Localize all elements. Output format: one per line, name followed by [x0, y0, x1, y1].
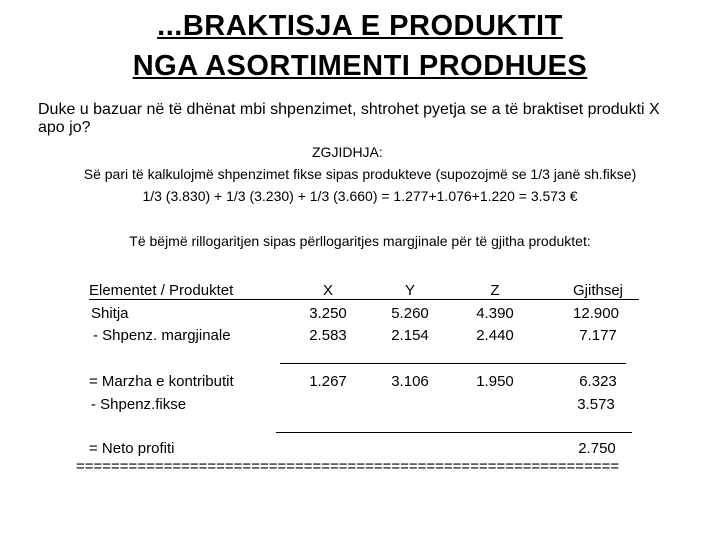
row-marginal-y: 2.154	[391, 327, 429, 344]
row-net-profit-total: 2.750	[578, 440, 616, 457]
subtotal-rule	[280, 363, 626, 364]
row-contribution-label: = Marzha e kontributit	[89, 373, 234, 390]
page-title-line2: NGA ASORTIMENTI PRODHUES	[132, 50, 588, 82]
row-contribution-z: 1.950	[476, 373, 514, 390]
header-z: Z	[490, 282, 500, 299]
row-sales-y: 5.260	[391, 305, 429, 322]
row-contribution-x: 1.267	[309, 373, 347, 390]
row-contribution-y: 3.106	[391, 373, 429, 390]
row-sales-total: 12.900	[573, 305, 619, 322]
row-marginal-z: 2.440	[476, 327, 514, 344]
row-contribution-total: 6.323	[579, 373, 617, 390]
formula-text: 1/3 (3.830) + 1/3 (3.230) + 1/3 (3.660) = 1.277+1.076+1.220 = 3.573 €	[142, 188, 578, 204]
question-text: Duke u bazuar në të dhënat mbi shpenzimet, shtrohet pyetja se a të braktiset produkti X apo jo?	[38, 101, 660, 136]
row-sales-x: 3.250	[309, 305, 347, 322]
total-rule	[276, 432, 632, 433]
row-marginal-label: - Shpenz. margjinale	[93, 327, 231, 344]
double-rule: ==============================================================	[76, 458, 620, 475]
header-label: Elementet / Produktet	[89, 282, 234, 299]
header-underline	[89, 299, 639, 300]
row-fixed-total: 3.573	[577, 396, 615, 413]
page-title-line1: ...BRAKTISJA E PRODUKTIT	[157, 10, 563, 42]
header-total: Gjithsej	[572, 282, 624, 299]
row-marginal-x: 2.583	[309, 327, 347, 344]
header-x: X	[322, 282, 333, 299]
header-y: Y	[404, 282, 415, 299]
solution-heading: ZGJIDHJA:	[312, 144, 383, 160]
row-sales-z: 4.390	[476, 305, 514, 322]
row-fixed-label: - Shpenz.fikse	[91, 396, 187, 413]
row-sales-label: Shitja	[91, 305, 129, 322]
step1-text: Së pari të kalkulojmë shpenzimet fikse sipas produkteve (supozojmë se 1/3 janë sh.fikse)	[83, 166, 637, 182]
row-net-profit-label: = Neto profiti	[89, 440, 175, 457]
step2-text: Të bëjmë rillogaritjen sipas përllogaritjes margjinale për të gjitha produktet:	[129, 233, 591, 249]
row-marginal-total: 7.177	[579, 327, 617, 344]
